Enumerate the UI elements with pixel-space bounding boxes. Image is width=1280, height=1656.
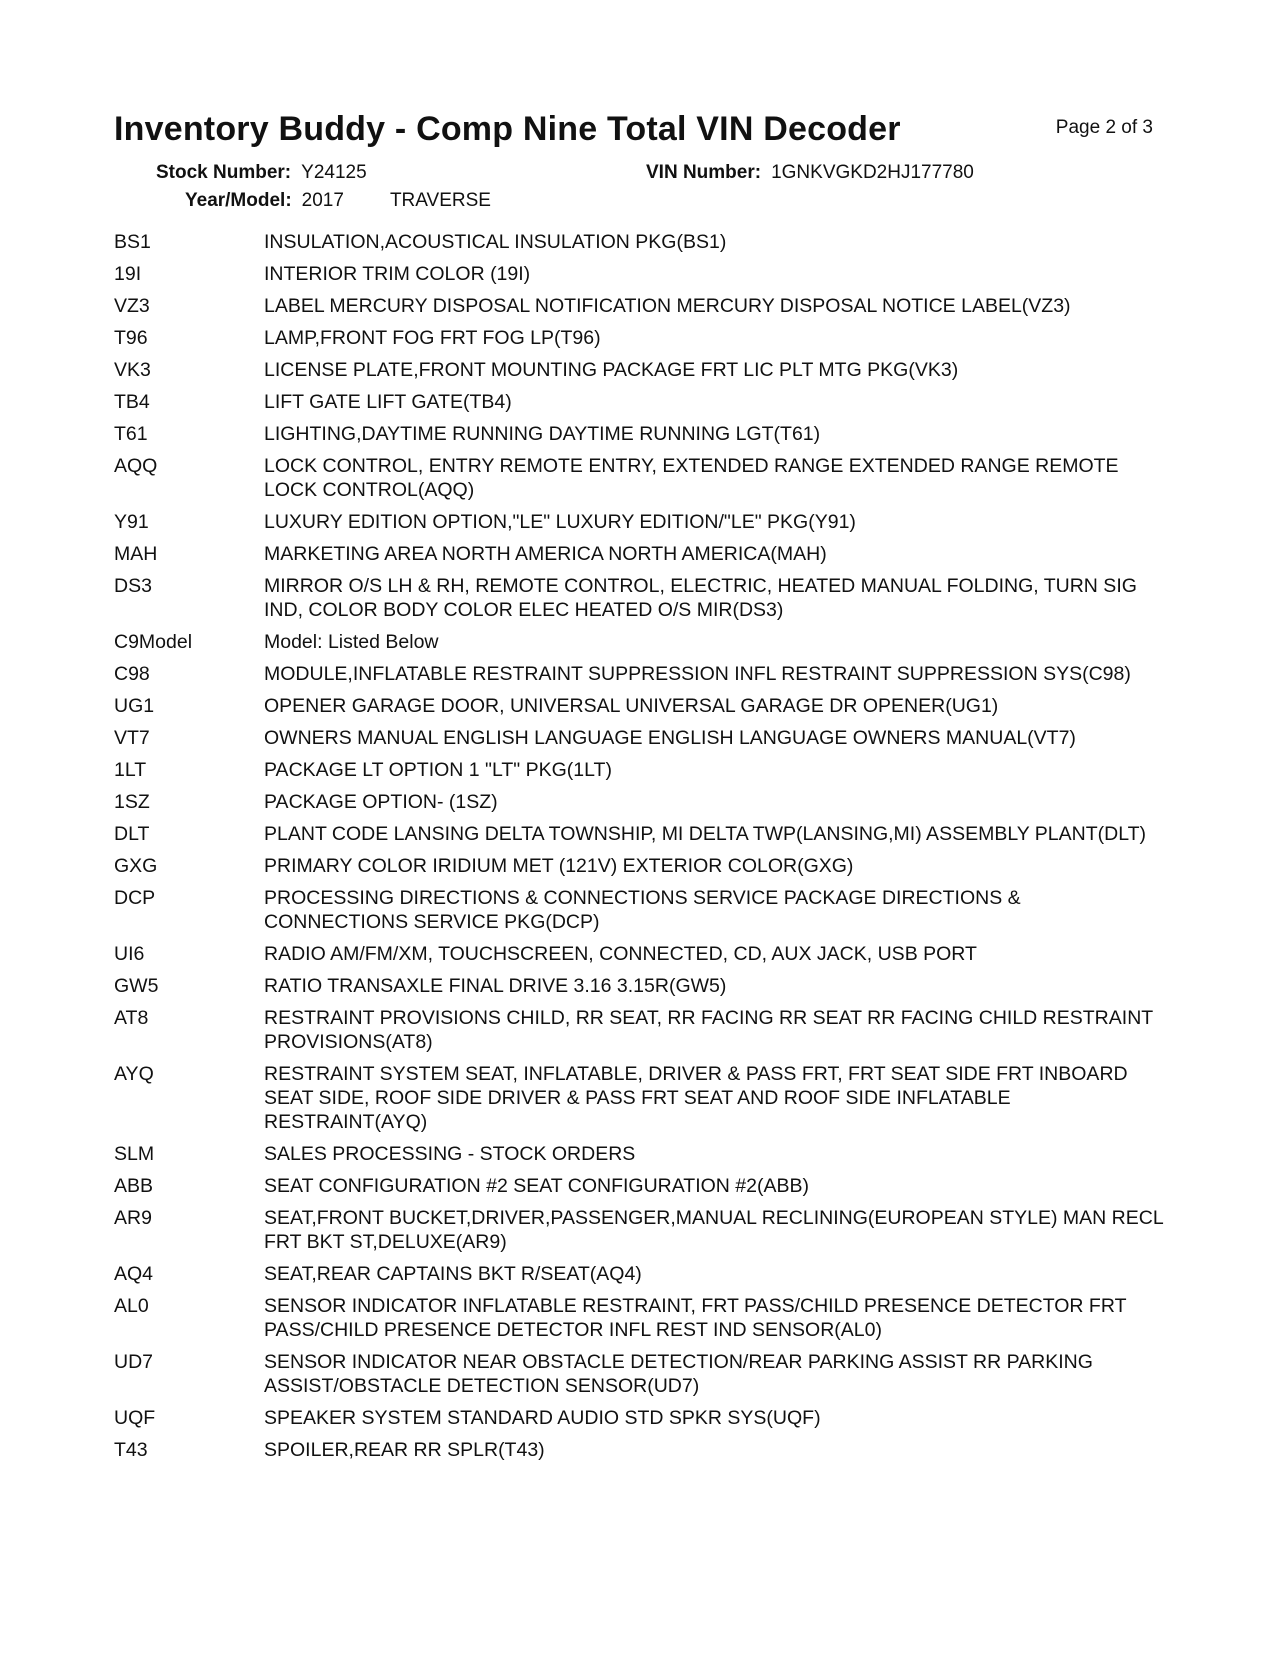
option-description: RESTRAINT SYSTEM SEAT, INFLATABLE, DRIVER & PASS FRT, FRT SEAT SIDE FRT INBOARD SEAT SIDE, ROOF SIDE DRIVER & PASS FRT SEAT AND ROOF SIDE INFLATABLE RESTRAINT(AYQ) [264, 1063, 1128, 1133]
option-code: T43 [114, 1439, 148, 1461]
option-code: GW5 [114, 975, 159, 997]
vin-number-label: VIN Number: [646, 162, 762, 183]
option-code-row [114, 1294, 1164, 1342]
option-code-row [114, 694, 1164, 718]
option-description: SENSOR INDICATOR INFLATABLE RESTRAINT, FRT PASS/CHILD PRESENCE DETECTOR FRT PASS/CHILD PRESENCE DETECTOR INFL REST IND SENSOR(AL0) [264, 1295, 1127, 1341]
stock-number-value: Y24125 [301, 162, 367, 183]
option-code: MAH [114, 543, 158, 565]
option-description: SEAT,FRONT BUCKET,DRIVER,PASSENGER,MANUAL RECLINING(EUROPEAN STYLE) MAN RECL FRT BKT ST,DELUXE(AR9) [264, 1207, 1163, 1253]
option-description: SALES PROCESSING - STOCK ORDERS [264, 1143, 636, 1165]
option-code: VT7 [114, 727, 150, 749]
option-description: OWNERS MANUAL ENGLISH LANGUAGE ENGLISH LANGUAGE OWNERS MANUAL(VT7) [264, 727, 1076, 749]
option-code: T61 [114, 423, 148, 445]
option-code: VK3 [114, 359, 151, 381]
option-code-row [114, 1174, 1164, 1198]
vin-number-value: 1GNKVGKD2HJ177780 [771, 162, 974, 183]
stock-number-label: Stock Number: [156, 162, 292, 183]
option-code: UI6 [114, 943, 145, 965]
option-code: SLM [114, 1143, 155, 1165]
option-description: INTERIOR TRIM COLOR (19I) [264, 263, 531, 285]
option-code: VZ3 [114, 295, 150, 317]
option-description: LICENSE PLATE,FRONT MOUNTING PACKAGE FRT LIC PLT MTG PKG(VK3) [264, 359, 959, 381]
option-code-row [114, 1406, 1164, 1430]
option-code: AYQ [114, 1063, 154, 1085]
option-code-list [114, 230, 1164, 1470]
option-code: DLT [114, 823, 150, 845]
option-code-row [114, 230, 1164, 254]
option-code-row [114, 662, 1164, 686]
option-code: 1SZ [114, 791, 150, 813]
vin-number-row [646, 162, 974, 184]
option-code-row [114, 726, 1164, 750]
option-code-row [114, 294, 1164, 318]
option-code-row [114, 358, 1164, 382]
option-description: RESTRAINT PROVISIONS CHILD, RR SEAT, RR FACING RR SEAT RR FACING CHILD RESTRAINT PROVISIONS(AT8) [264, 1007, 1153, 1053]
option-description: LIFT GATE LIFT GATE(TB4) [264, 391, 512, 413]
option-code-row [114, 454, 1164, 502]
option-description: LUXURY EDITION OPTION,"LE" LUXURY EDITION/"LE" PKG(Y91) [264, 511, 856, 533]
option-description: SPEAKER SYSTEM STANDARD AUDIO STD SPKR SYS(UQF) [264, 1407, 821, 1429]
option-description: MARKETING AREA NORTH AMERICA NORTH AMERICA(MAH) [264, 543, 827, 565]
option-code: BS1 [114, 231, 151, 253]
option-description: LABEL MERCURY DISPOSAL NOTIFICATION MERCURY DISPOSAL NOTICE LABEL(VZ3) [264, 295, 1071, 317]
option-description: SEAT CONFIGURATION #2 SEAT CONFIGURATION #2(ABB) [264, 1175, 810, 1197]
option-code: ABB [114, 1175, 154, 1197]
option-code-row [114, 542, 1164, 566]
year-value: 2017 [301, 190, 344, 211]
option-description: SPOILER,REAR RR SPLR(T43) [264, 1439, 545, 1461]
option-code-row [114, 758, 1164, 782]
option-description: MIRROR O/S LH & RH, REMOTE CONTROL, ELECTRIC, HEATED MANUAL FOLDING, TURN SIG IND, COLOR BODY COLOR ELEC HEATED O/S MIR(DS3) [264, 575, 1137, 621]
option-description: INSULATION,ACOUSTICAL INSULATION PKG(BS1) [264, 231, 727, 253]
option-code-row [114, 974, 1164, 998]
option-description: PRIMARY COLOR IRIDIUM MET (121V) EXTERIOR COLOR(GXG) [264, 855, 854, 877]
option-code-row [114, 854, 1164, 878]
option-description: LOCK CONTROL, ENTRY REMOTE ENTRY, EXTENDED RANGE EXTENDED RANGE REMOTE LOCK CONTROL(AQQ) [264, 455, 1119, 501]
year-model-row [185, 190, 491, 212]
option-code: C9Model [114, 631, 193, 653]
option-description: PROCESSING DIRECTIONS & CONNECTIONS SERVICE PACKAGE DIRECTIONS & CONNECTIONS SERVICE PKG(DCP) [264, 887, 1021, 933]
option-code-row [114, 574, 1164, 622]
option-code-row [114, 630, 1164, 654]
option-description: RADIO AM/FM/XM, TOUCHSCREEN, CONNECTED, CD, AUX JACK, USB PORT [264, 943, 977, 965]
option-description: PACKAGE OPTION- (1SZ) [264, 791, 498, 813]
option-code: GXG [114, 855, 158, 877]
option-code: Y91 [114, 511, 149, 533]
page-number: Page 2 of 3 [1055, 117, 1153, 138]
option-description: LIGHTING,DAYTIME RUNNING DAYTIME RUNNING LGT(T61) [264, 423, 821, 445]
option-description: RATIO TRANSAXLE FINAL DRIVE 3.16 3.15R(GW5) [264, 975, 727, 997]
option-code-row [114, 1006, 1164, 1054]
option-description: PLANT CODE LANSING DELTA TOWNSHIP, MI DELTA TWP(LANSING,MI) ASSEMBLY PLANT(DLT) [264, 823, 1147, 845]
option-code-row [114, 886, 1164, 934]
option-description: MODULE,INFLATABLE RESTRAINT SUPPRESSION INFL RESTRAINT SUPPRESSION SYS(C98) [264, 663, 1131, 685]
option-code-row [114, 1142, 1164, 1166]
option-code: AT8 [114, 1007, 149, 1029]
option-description: SENSOR INDICATOR NEAR OBSTACLE DETECTION/REAR PARKING ASSIST RR PARKING ASSIST/OBSTACLE DETECTION SENSOR(UD7) [264, 1351, 1093, 1397]
option-code: UG1 [114, 695, 155, 717]
option-code: AR9 [114, 1207, 152, 1229]
option-description: PACKAGE LT OPTION 1 "LT" PKG(1LT) [264, 759, 612, 781]
year-model-label: Year/Model: [185, 190, 292, 211]
option-code: DS3 [114, 575, 152, 597]
option-code: UD7 [114, 1351, 154, 1373]
option-description: SEAT,REAR CAPTAINS BKT R/SEAT(AQ4) [264, 1263, 642, 1285]
option-code-row [114, 326, 1164, 350]
option-code-row [114, 390, 1164, 414]
option-code-row [114, 1262, 1164, 1286]
option-code: AQQ [114, 455, 158, 477]
option-code-row [114, 1350, 1164, 1398]
option-code-row [114, 510, 1164, 534]
model-value: TRAVERSE [389, 190, 491, 211]
option-code-row [114, 822, 1164, 846]
option-code: T96 [114, 327, 148, 349]
option-code-row [114, 790, 1164, 814]
option-code: DCP [114, 887, 156, 909]
option-code: AQ4 [114, 1263, 154, 1285]
option-code: UQF [114, 1407, 156, 1429]
page-title: Inventory Buddy - Comp Nine Total VIN Decoder [114, 110, 901, 148]
option-description: Model: Listed Below [264, 631, 439, 653]
stock-number-row [156, 162, 367, 184]
option-description: OPENER GARAGE DOOR, UNIVERSAL UNIVERSAL GARAGE DR OPENER(UG1) [264, 695, 999, 717]
option-code-row [114, 942, 1164, 966]
option-code-row [114, 1438, 1164, 1462]
option-code-row [114, 1206, 1164, 1254]
option-code-row [114, 262, 1164, 286]
option-code: TB4 [114, 391, 150, 413]
option-code: 19I [114, 263, 142, 285]
option-code-row [114, 422, 1164, 446]
option-code: AL0 [114, 1295, 149, 1317]
option-description: LAMP,FRONT FOG FRT FOG LP(T96) [264, 327, 601, 349]
option-code: 1LT [114, 759, 147, 781]
option-code-row [114, 1062, 1164, 1134]
option-code: C98 [114, 663, 150, 685]
